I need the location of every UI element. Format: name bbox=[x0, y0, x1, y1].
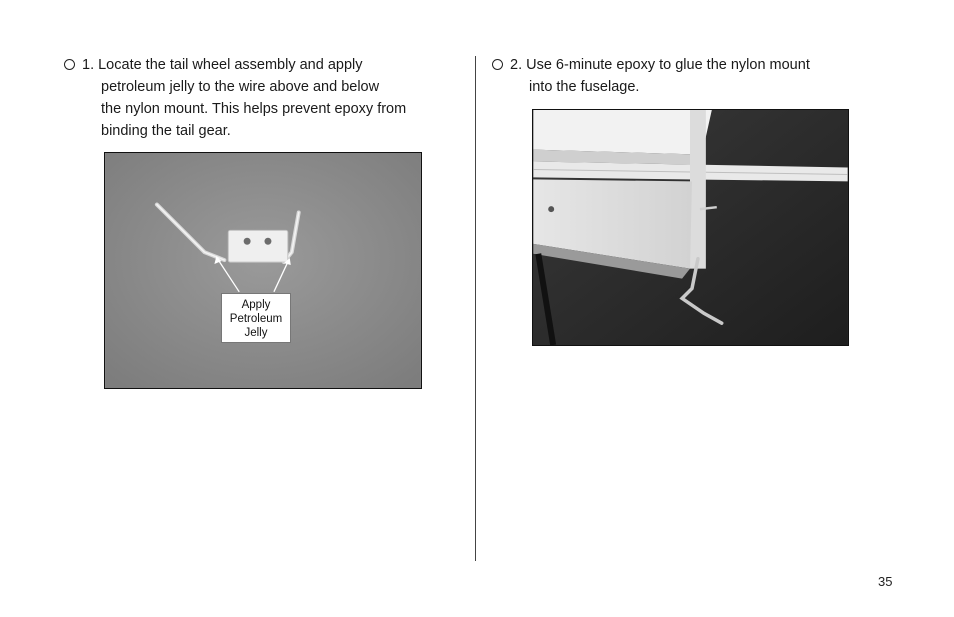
apply-petroleum-jelly-callout: Apply Petroleum Jelly bbox=[221, 293, 291, 343]
checkbox-icon[interactable] bbox=[492, 59, 503, 70]
checkbox-icon[interactable] bbox=[64, 59, 75, 70]
step-2-line-2: into the fuselage. bbox=[529, 79, 640, 95]
step-1-instruction bbox=[64, 54, 434, 142]
step-1-line-3: the nylon mount. This helps prevent epoxy from bbox=[101, 101, 407, 117]
step-2-line-1: 2. Use 6-minute epoxy to glue the nylon mount bbox=[510, 57, 810, 73]
column-divider bbox=[475, 56, 476, 561]
tail-wheel-assembly-photo bbox=[104, 152, 422, 389]
fuselage-mount-photo bbox=[532, 109, 849, 346]
step-1-line-4: binding the tail gear. bbox=[101, 123, 231, 139]
step-1-line-2: petroleum jelly to the wire above and below bbox=[101, 79, 380, 95]
tail-wheel-assembly-illustration bbox=[105, 153, 421, 388]
step-2-instruction bbox=[492, 54, 852, 98]
fuselage-mount-illustration bbox=[533, 110, 848, 345]
step-1-line-1: 1. Locate the tail wheel assembly and apply bbox=[82, 57, 363, 73]
page-number: 35 bbox=[878, 574, 893, 589]
